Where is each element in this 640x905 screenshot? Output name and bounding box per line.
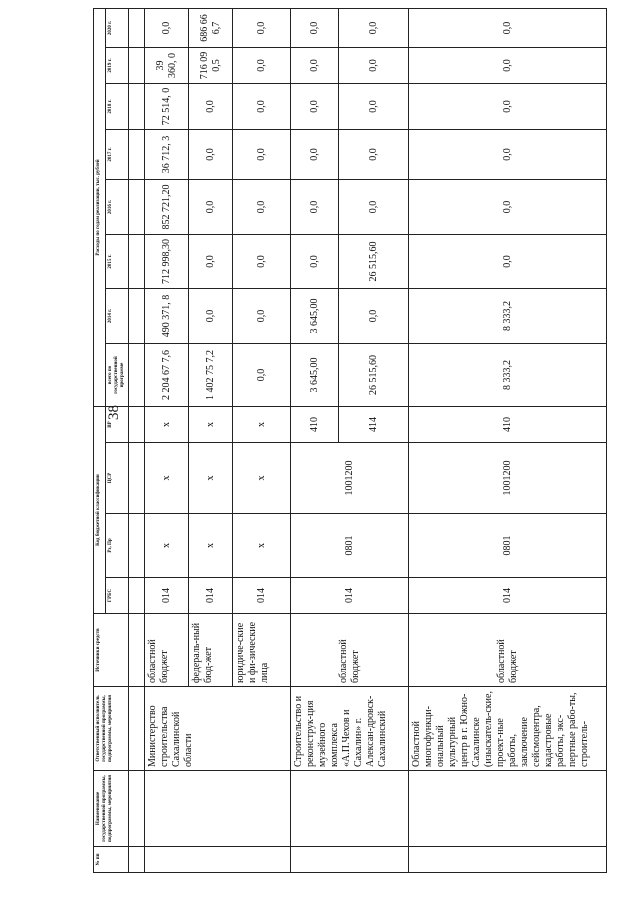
csr-cell: 1001200 [409,443,607,514]
total-cell: 2 204 67 7,6 [145,344,189,407]
total-cell: 0,0 [233,344,291,407]
y2015-cell: 0,0 [189,235,233,289]
y2016-cell: 852 721,20 [145,180,189,235]
header-expenses: Расходы по годам реализации, тыс. рублей [94,8,106,406]
y2020-cell: 0,0 [233,8,291,47]
vr-cell: x [233,407,291,443]
y2019-cell: 39 360, 0 [145,48,189,84]
vr-cell: 410 [409,407,607,443]
source-cell: областной бюджет [291,614,409,687]
y2020-cell: 686 66 6,7 [189,8,233,47]
source-cell: юридиче-ские и фи-зические лица [233,614,291,687]
rzpr-cell: x [189,514,233,578]
header-2017: 2017 г. [106,130,129,180]
y2016-cell: 0,0 [189,180,233,235]
rzpr-cell: x [233,514,291,578]
y2017-cell: 0,0 [233,130,291,180]
header-no: № пп [94,847,129,873]
y2017-cell: 0,0 [189,130,233,180]
csr-cell: x [145,443,189,514]
header-2019: 2019 г. [106,48,129,84]
y2015-cell: 26 515,60 [339,235,409,289]
y2018-cell: 0,0 [339,84,409,130]
table-row [145,8,189,872]
y2014-cell: 0,0 [339,289,409,344]
y2016-cell: 0,0 [233,180,291,235]
header-rzpr: Рз, Пр [106,514,129,578]
header-2018: 2018 г. [106,84,129,130]
table-row [291,8,339,872]
y2018-cell: 0,0 [233,84,291,130]
y2016-cell: 0,0 [291,180,339,235]
header-program-name: Наименование государственной программы, подпрограммы, мероприятия [94,771,129,847]
y2014-cell: 8 333,2 [409,289,607,344]
grbs-cell: 014 [409,578,607,614]
responsible-chekhov-museum: Строительство и реконструк-ция музейного комплекса «А.П.Чехов и Сахалин» г. Алексан-дровск-Сахалинский [291,687,409,771]
total-cell: 3 645,00 [291,344,339,407]
vr-cell: 414 [339,407,409,443]
header-2015: 2015 г. [106,235,129,289]
y2014-cell: 0,0 [233,289,291,344]
grbs-cell: 014 [291,578,409,614]
total-cell: 1 402 75 7,2 [189,344,233,407]
header-2016: 2016 г. [106,180,129,235]
header-2014: 2014 г. [106,289,129,344]
y2019-cell: 716 09 0,5 [189,48,233,84]
y2017-cell: 0,0 [409,130,607,180]
responsible-ministry: Министерство строительства Сахалинской области [145,687,291,771]
y2020-cell: 0,0 [291,8,339,47]
source-cell: областной бюджет [409,614,607,687]
y2020-cell: 0,0 [339,8,409,47]
y2018-cell: 0,0 [291,84,339,130]
budget-table-rotated [93,14,606,873]
y2019-cell: 0,0 [291,48,339,84]
csr-cell: x [189,443,233,514]
y2020-cell: 0,0 [145,8,189,47]
y2020-cell: 0,0 [409,8,607,47]
y2015-cell: 0,0 [291,235,339,289]
header-grbs: ГРБС [106,578,129,614]
header-vr: ВР [106,407,129,443]
table-row [129,8,145,872]
vr-cell: x [189,407,233,443]
y2014-cell: 3 645,00 [291,289,339,344]
total-cell: 26 515,60 [339,344,409,407]
y2017-cell: 0,0 [339,130,409,180]
header-csr: ЦСР [106,443,129,514]
y2017-cell: 36 712, 3 [145,130,189,180]
y2015-cell: 0,0 [409,235,607,289]
vr-cell: x [145,407,189,443]
header-responsible: Ответственный исполнитель государственной программы, подпрограммы, мероприятия [94,687,129,771]
y2018-cell: 72 514, 0 [145,84,189,130]
y2014-cell: 0,0 [189,289,233,344]
y2018-cell: 0,0 [189,84,233,130]
y2017-cell: 0,0 [291,130,339,180]
y2018-cell: 0,0 [409,84,607,130]
budget-table [93,8,607,873]
y2019-cell: 0,0 [339,48,409,84]
y2014-cell: 490 371, 8 [145,289,189,344]
y2016-cell: 0,0 [409,180,607,235]
y2016-cell: 0,0 [339,180,409,235]
grbs-cell: 014 [189,578,233,614]
table-row [409,8,607,872]
y2019-cell: 0,0 [409,48,607,84]
csr-cell: 1001200 [291,443,409,514]
responsible-culture-center: Областной многофункци-ональный культурный центр в г. Южно-Сахалинске (изыскатель-ские, проект-ные работы, заключение сейсмоцентра, кадастровые работы, экс-пертные рабо-ты, строитель- [409,687,607,771]
rzpr-cell: x [145,514,189,578]
y2019-cell: 0,0 [233,48,291,84]
header-2020: 2020 г. [106,8,129,47]
grbs-cell: 014 [145,578,189,614]
source-cell: областной бюджет [145,614,189,687]
vr-cell: 410 [291,407,339,443]
header-source: Источники средств [94,614,129,687]
total-cell: 8 333,2 [409,344,607,407]
rzpr-cell: 0801 [409,514,607,578]
csr-cell: x [233,443,291,514]
y2015-cell: 712 998,30 [145,235,189,289]
rzpr-cell: 0801 [291,514,409,578]
grbs-cell: 014 [233,578,291,614]
page-number: 38 [106,405,122,420]
y2015-cell: 0,0 [233,235,291,289]
header-total: всего по государственной программе [106,344,129,407]
header-budget-code: Код бюджетной классификации [94,407,106,614]
source-cell: федераль-ный бюд-жет [189,614,233,687]
